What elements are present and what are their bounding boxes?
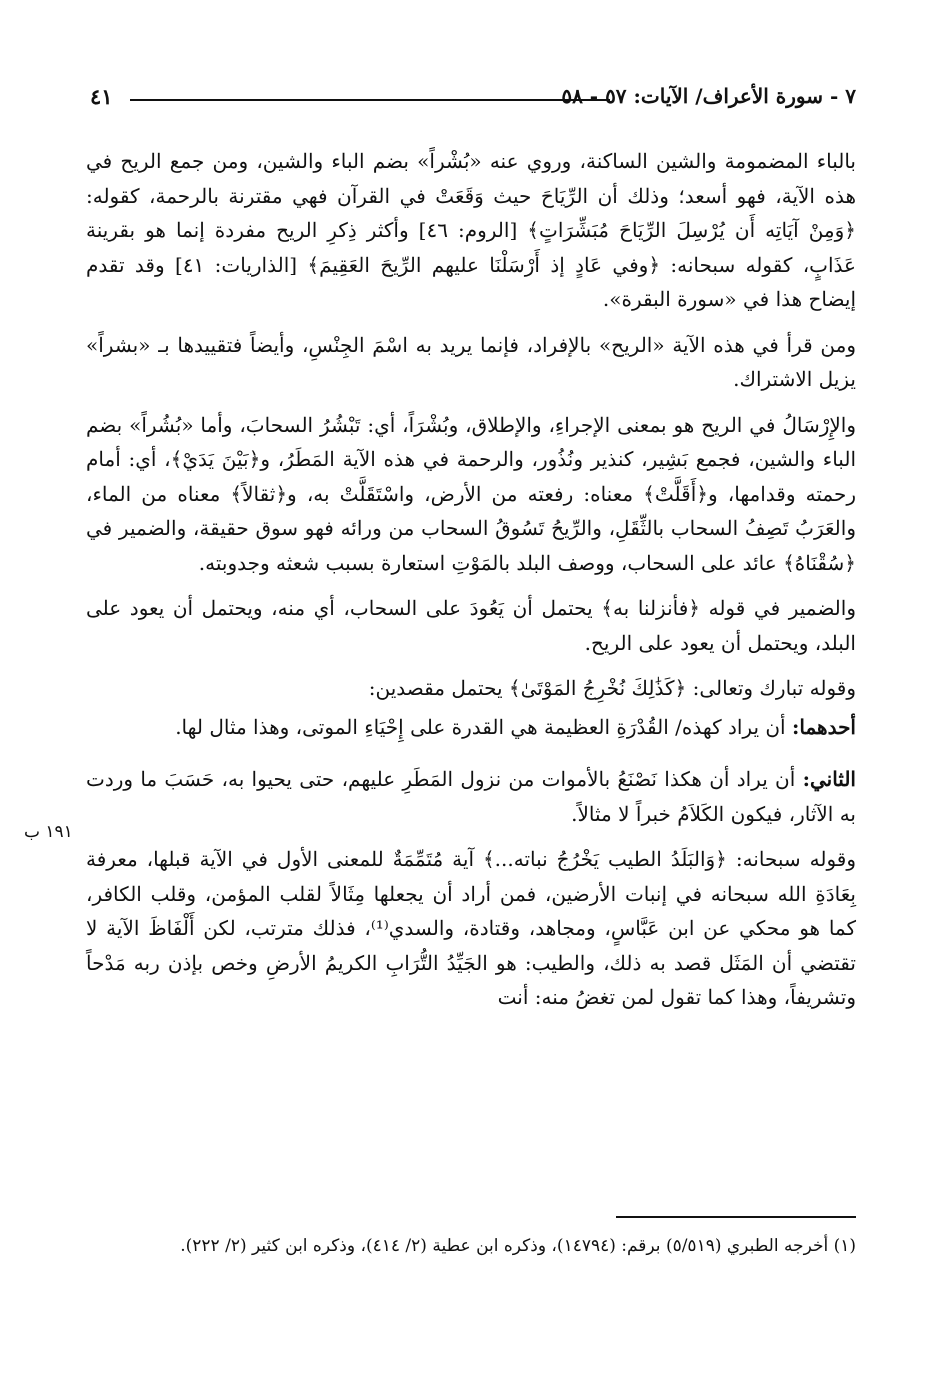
running-header <box>86 84 856 120</box>
footnote-rule <box>616 1216 856 1218</box>
paragraph <box>86 842 856 1015</box>
paragraph <box>86 671 856 706</box>
paragraph-text: بالباء المضمومة والشين الساكنة، وروي عنه «بُشْراً» بضم الباء والشين، ومن جمع الريح في هذه الآية، فهو أسعد؛ وذلك أن الرِّيَاحَ حيث وَقَعَتْ في القرآن فهي مقترنة بالرحمة، كقوله: ﴿وَمِنْ آيَاتِه أَن يُرْسِلَ الرِّيَاحَ مُبَشِّرَاتٍ﴾ [الروم: ٤٦] وأكثر ذِكرِ الريح مفردة إنما هو بقرينة عَذَابٍ، كقوله سبحانه: ﴿وفي عَادٍ إذ أَرْسَلْنَا عليهم الرِّيحَ العَقِيمَ﴾ [الذاريات: ٤١] وقد تقدم إيضاح هذا في «سورة البقرة». <box>86 149 857 311</box>
paragraph-text: ومن قرأ في هذه الآية «الريح» بالإفراد، فإنما يريد به اسْمَ الجِنْسِ، وأيضاً فتقييدها بـ «بشراً» يزيل الاشتراك. <box>86 332 856 391</box>
paragraph-text: أن يراد كهذه/ القُدْرَةِ العظيمة هي القدرة على إِحْيَاءِ الموتى، وهذا مثال لها. <box>175 714 786 739</box>
paragraph <box>86 328 856 397</box>
paragraph-lead: الثاني: <box>802 767 856 791</box>
manuscript-folio-note: ١٩١ ب <box>24 822 73 842</box>
header-rule <box>130 99 610 101</box>
running-title: ٧ - سورة الأعراف/ الآيات: ٥٧ - ٥٨ <box>561 84 856 108</box>
footnote: (١) أخرجه الطبري (٥/٥١٩) برقم: (١٤٧٩٤)، وذكره ابن عطية (٢/ ٤١٤)، وذكره ابن كثير (٢/ ٢٢٢). <box>180 1236 856 1256</box>
page-number: ٤١ <box>90 84 113 109</box>
paragraph <box>86 591 856 660</box>
paragraph-second-meaning <box>86 762 856 831</box>
paragraph-first-meaning <box>86 710 856 745</box>
paragraph-text: وقوله سبحانه: ﴿وَالبَلَدُ الطيب يَخْرُجُ نباته...﴾ آية مُتَمِّمَةٌ للمعنى الأول في الآية قبلها، معرفة بِعَادَةِ الله سبحانه في إنبات الأرضين، فمن أراد أن يجعلها مِثَالاً لقلب المؤمن، وقلب الكافر، كما هو محكي عن ابن عَبَّاسٍ، ومجاهد، وقتادة، والسدي⁽¹⁾، فذلك مترتب، لكن أَلْفَاظَ الآية لا تقتضي أن المَثَل قصد به ذلك، والطيب: هو الجَيِّدُ التُّرَابِ الكريمُ الأرضِ وخص بإذن ربه مَدْحاً وتشريفاً، وهذا كما تقول لمن تغضُ منه: أنت <box>86 847 857 1009</box>
paragraph-text: أن يراد أن هكذا نَصْنَعُ بالأموات من نزول المَطَرِ عليهم، حتى يحيوا به، حَسَبَ ما وردت به الآثار، فيكون الكَلاَمُ خبراً لا مثالاً. <box>86 767 856 826</box>
paragraph-text: وقوله تبارك وتعالى: ﴿كَذَٰلِكَ نُخْرِجُ المَوْتَىٰ﴾ يحتمل مقصدين: <box>368 676 856 700</box>
paragraph-lead: أحدهما: <box>791 714 856 739</box>
paragraph-text: والإِرْسَالُ في الريح هو بمعنى الإجراءِ، والإطلاق، وبُشْرَاً، أي: تَبْشُرُ السحابَ، وأما «بُشُراً» بضم الباء والشين، فجمع بَشِير، كنذير ونُذُور، والرحمة في هذه الآية المَطَرُ، و﴿بَيْنَ يَدَيْ﴾، أي: أمام رحمته وقدامها، و﴿أَقَلَّتْ﴾ معناه: رفعته من الأرض، واسْتَقَلَّتْ به، و﴿ثقالاً﴾ معناه من الماء، والعَرَبُ تَصِفُ السحاب بالثِّقَلِ، والرِّيحُ تَسُوقُ السحاب من ورائه فهو سوق حقيقة، والضمير في ﴿سُقْنَاهُ﴾ عائد على السحاب، ووصف البلد بالمَوْتِ استعارة بسبب شعثه وجدوبته. <box>86 412 856 575</box>
paragraph <box>86 408 856 581</box>
paragraph-text: والضمير في قوله ﴿فأنزلنا به﴾ يحتمل أن يَعُودَ على السحاب، أي منه، ويحتمل أن يعود على البلد، ويحتمل أن يعود على الريح. <box>86 596 856 655</box>
body-text <box>86 144 856 1026</box>
paragraph <box>86 144 856 317</box>
